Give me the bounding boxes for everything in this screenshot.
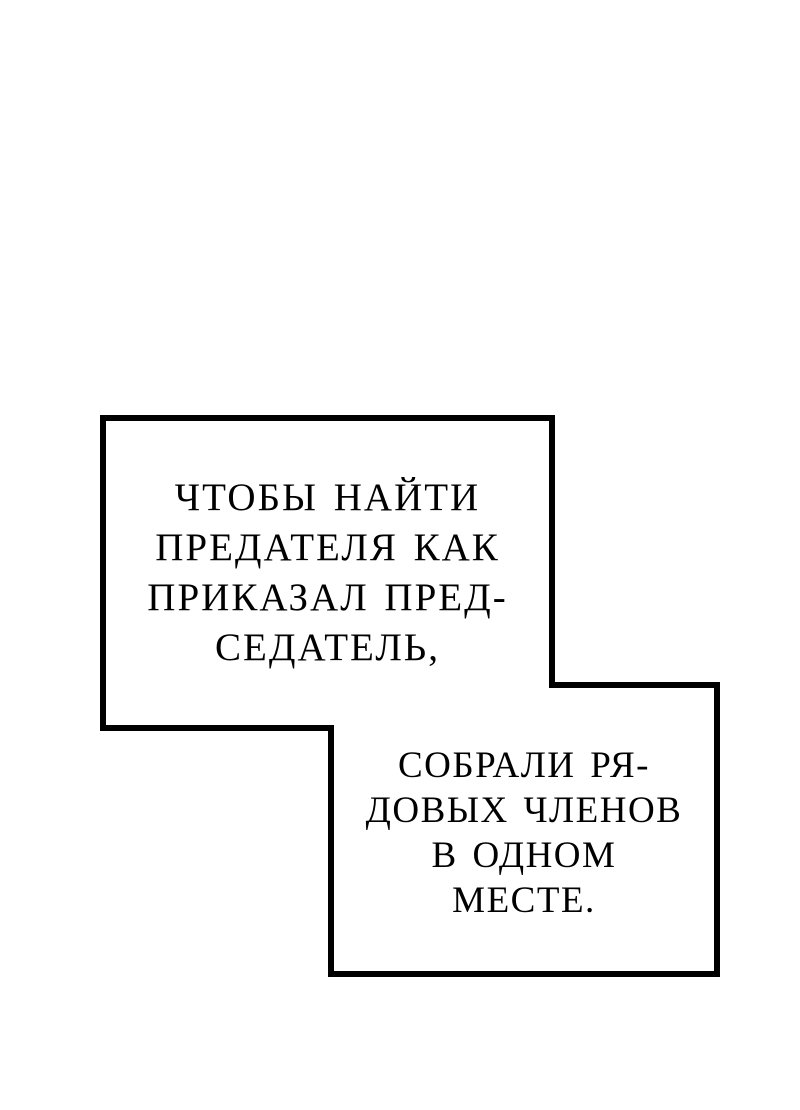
- caption-line: В ОДНОМ: [431, 834, 617, 876]
- caption-line: ПРИКАЗАЛ ПРЕД-: [147, 576, 508, 619]
- caption-box-bottom-right: [328, 688, 720, 977]
- caption-line: МЕСТЕ.: [452, 879, 596, 921]
- caption-line: СЕДАТЕЛЬ,: [215, 626, 440, 669]
- caption-box-top-left: [100, 415, 555, 731]
- caption-line: ЧТОБЫ НАЙТИ: [174, 476, 481, 519]
- caption-line: СОБРАЛИ РЯ-: [397, 744, 651, 786]
- caption-line: ДОВЫХ ЧЛЕНОВ: [365, 789, 683, 831]
- caption-line: ПРЕДАТЕЛЯ КАК: [155, 526, 500, 569]
